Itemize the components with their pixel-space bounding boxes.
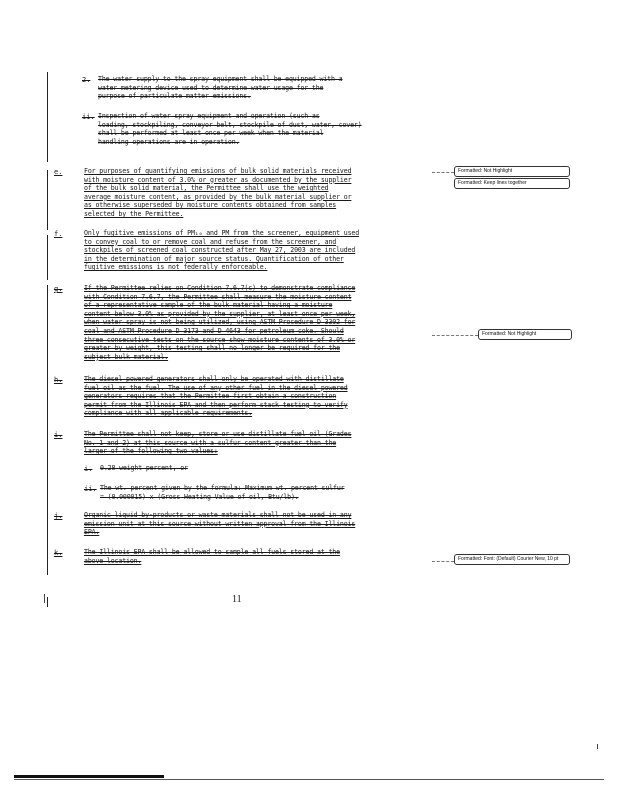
text-line: 0.28 weight percent, or — [100, 464, 188, 472]
paragraph-marker: ii. — [84, 485, 97, 493]
change-bar — [47, 235, 48, 280]
text-line: water metering device used to determine water usage for the — [98, 83, 324, 92]
text-line: No. 1 and 2) at this source with a sulfur content greater than the — [84, 438, 337, 447]
paragraph-marker: f. — [54, 230, 63, 238]
scan-edge-bar — [14, 775, 164, 778]
text-line: generators requires that the Permittee first obtain a construction — [84, 392, 337, 401]
balloon-connector — [432, 561, 454, 562]
paragraph-diesel — [84, 375, 348, 418]
balloon-connector — [432, 172, 454, 173]
text-line: content below 3.0% as provided by the supplier, at least once per week, — [84, 309, 356, 318]
text-line: Organic liquid by-products or waste materials shall not be used in any — [84, 511, 352, 519]
paragraph-inspection — [98, 112, 362, 146]
text-line: shall be performed at least once per week when the material — [98, 129, 324, 138]
text-line: EPA. — [84, 528, 100, 537]
paragraph-marker: h. — [54, 376, 63, 384]
text-line: For purposes of quantifying emissions of bulk solid materials received — [84, 167, 352, 175]
paragraph-sulfur — [84, 430, 351, 456]
text-line: above location. — [84, 556, 142, 565]
text-line: The Permittee shall not keep, store or use distillate fuel oil (Grades — [84, 430, 352, 438]
paragraph-marker: 2. — [82, 76, 91, 84]
text-line: average moisture content, as provided by the bulk material supplier or — [84, 192, 352, 201]
balloon-text: Formatted: Font: (Default) Courier New, 10 pt — [458, 556, 559, 562]
text-line: with Condition 7.6.7, the Permittee shall measure the moisture content — [84, 292, 352, 301]
scan-edge-line — [14, 779, 604, 780]
paragraph-marker: j. — [54, 512, 63, 520]
change-bar — [47, 170, 48, 230]
text-line: in the determination of major source status. Quantification of other — [84, 254, 344, 263]
paragraph-organic — [84, 511, 355, 537]
text-line: fugitive emissions is not federally enforceable. — [84, 263, 268, 272]
text-line: to convey coal to or remove coal and refuse from the screener, and — [84, 237, 337, 246]
paragraph-sample — [84, 548, 340, 565]
text-line: Only fugitive emissions of PM₁₀ and PM from the screener, equipment used — [84, 229, 360, 237]
text-line: stockpiles of screened coal constructed after May 27, 2003 are included — [84, 246, 356, 255]
change-bar — [47, 285, 48, 575]
paragraph-water-supply — [98, 75, 342, 101]
paragraph-marker: i. — [84, 465, 93, 473]
text-line: compliance with all applicable requirements. — [84, 409, 253, 418]
text-line: three consecutive tests on the source show moisture contents of 3.0% or — [84, 335, 356, 344]
text-line: as otherwise superseded by moisture contents obtained from samples — [84, 201, 337, 210]
comment-balloon[interactable] — [454, 554, 570, 565]
text-line: greater by weight, this testing shall no longer be required for the — [84, 344, 340, 353]
balloon-connector — [432, 335, 478, 336]
paragraph-marker: e. — [54, 168, 63, 176]
text-line: The diesel powered generators shall only be operated with distillate — [84, 375, 344, 383]
paragraph-marker: ii. — [82, 113, 95, 121]
text-line: emission unit at this source without written approval from the Illinois — [84, 519, 356, 528]
change-bar — [47, 72, 48, 162]
balloon-text: Formatted: Not Highlight — [482, 331, 537, 337]
comment-balloon[interactable] — [478, 329, 572, 340]
scan-mark — [597, 744, 598, 749]
scan-mark — [44, 594, 45, 603]
comment-balloon[interactable] — [454, 178, 570, 189]
balloon-text: Formatted: Keep lines together — [458, 180, 527, 186]
paragraph-sulfur-i — [100, 464, 188, 473]
balloon-text: Formatted: Not Highlight — [458, 168, 513, 174]
text-line: = (0.000015) x (Gross Heating Value of oil, Btu/lb). — [100, 492, 299, 501]
paragraph-marker: k. — [54, 549, 63, 557]
text-line: coal and ASTM Procedure D 3173 and D 4643 for petroleum coke. Should — [84, 326, 344, 335]
text-line: purpose of particulate matter emissions. — [98, 92, 251, 101]
change-bar — [47, 597, 48, 607]
text-line: when water spray is not being utilized, using ASTM Procedure D 3302 for — [84, 318, 356, 327]
paragraph-sulfur-ii — [100, 484, 344, 501]
paragraph-quantifying — [84, 167, 351, 219]
text-line: permit from the Illinois EPA and then perform stack testing to verify — [84, 400, 348, 409]
text-line: If the Permittee relies on Condition 7.6.7(c) to demonstrate compliance — [84, 284, 356, 292]
text-line: The wt. percent given by the formula: Maximum wt. percent sulfur — [100, 484, 345, 492]
text-line: Inspection of water spray equipment and operation (such as — [98, 112, 320, 120]
text-line: The Illinois EPA shall be allowed to sample all fuels stored at the — [84, 548, 340, 556]
paragraph-fugitive — [84, 229, 359, 272]
text-line: with moisture content of 3.0% or greater as documented by the supplier — [84, 175, 352, 184]
text-line: loading, stockpiling, conveyor belt, stockpile of dust, water, cover) — [98, 120, 362, 129]
text-line: selected by the Permittee. — [84, 209, 184, 218]
text-line: The water supply to the spray equipment shall be equipped with a — [98, 75, 343, 83]
text-line: fuel oil as the fuel. The use of any other fuel in the diesel powered — [84, 383, 348, 392]
paragraph-marker: i. — [54, 431, 63, 439]
paragraph-marker: g. — [54, 285, 63, 293]
comment-balloon[interactable] — [454, 166, 570, 177]
text-line: handling operations are in operation. — [98, 137, 240, 146]
text-line: of a representative sample of the bulk material having a moisture — [84, 301, 333, 310]
text-line: of the bulk solid material, the Permittee shall use the weighted — [84, 184, 329, 193]
paragraph-condition — [84, 284, 355, 361]
text-line: subject bulk material. — [84, 352, 169, 361]
page-number: 11 — [232, 594, 242, 605]
text-line: larger of the following two values: — [84, 447, 218, 456]
